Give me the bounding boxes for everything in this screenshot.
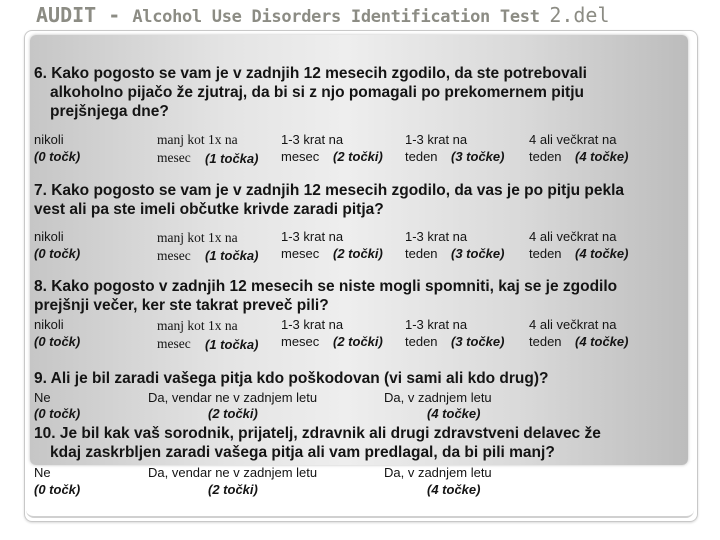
q7-option-1-label: manj kot 1x na — [157, 230, 238, 245]
q7-option-1-points: (1 točka) — [205, 248, 259, 263]
q9-option-1-label: Da, vendar ne v zadnjem letu — [148, 390, 318, 405]
question-8-line-1: 8. Kako pogosto v zadnjih 12 mesecih se niste mogli spomniti, kaj se je zgodilo — [34, 278, 618, 295]
q8-option-2-label-2: mesec — [281, 334, 320, 349]
q8-option-3-points: (3 točke) — [451, 334, 505, 349]
q7-option-0-label: nikoli — [34, 229, 64, 244]
q10-option-1-points: (2 točki) — [208, 482, 258, 497]
q10-option-0-points: (0 točk) — [34, 482, 81, 497]
question-7-line-2: vest ali pa ste imeli občutke krivde zaradi pitja? — [34, 201, 384, 218]
q6-option-2-label-2: mesec — [281, 149, 320, 164]
q6-option-3-label: 1-3 krat na — [405, 132, 468, 147]
q10-option-0-label: Ne — [34, 465, 51, 480]
q7-option-0-points: (0 točk) — [34, 246, 81, 261]
q6-option-4-points: (4 točke) — [575, 149, 629, 164]
question-10-line-1: 10. Je bil kak vaš sorodnik, prijatelj, zdravnik ali drugi zdravstveni delavec že — [34, 425, 601, 442]
title-acronym: AUDIT - — [36, 3, 133, 27]
q6-option-2-points: (2 točki) — [333, 149, 383, 164]
question-6-line-2: alkoholno pijačo že zjutraj, da bi si z njo pomagali po prekomernem pitju — [50, 84, 584, 101]
q6-option-3-points: (3 točke) — [451, 149, 505, 164]
q9-option-2-points: (4 točke) — [427, 406, 481, 421]
q9-option-0-label: Ne — [34, 390, 51, 405]
q8-option-0-points: (0 točk) — [34, 334, 81, 349]
q6-option-1-points: (1 točka) — [205, 151, 259, 166]
q8-option-4-label-2: teden — [529, 334, 562, 349]
q8-option-1-label-2: mesec — [157, 336, 191, 351]
q7-option-3-points: (3 točke) — [451, 246, 505, 261]
q8-option-2-label: 1-3 krat na — [281, 317, 344, 332]
q8-option-2-points: (2 točki) — [333, 334, 383, 349]
q7-option-3-label: 1-3 krat na — [405, 229, 468, 244]
q6-option-4-label-2: teden — [529, 149, 562, 164]
q7-option-4-points: (4 točke) — [575, 246, 629, 261]
q10-option-1-label: Da, vendar ne v zadnjem letu — [148, 465, 318, 480]
q7-option-3-label-2: teden — [405, 246, 438, 261]
question-10-line-2: kdaj zaskrbljen zaradi vašega pitja ali vam predlagal, da bi pili manj? — [50, 444, 555, 461]
q7-option-2-label-2: mesec — [281, 246, 320, 261]
q9-option-1-points: (2 točki) — [208, 406, 258, 421]
q6-option-0-label: nikoli — [34, 132, 64, 147]
question-7-line-1: 7. Kako pogosto se vam je v zadnjih 12 mesecih zgodilo, da vas je po pitju pekla — [34, 182, 625, 199]
question-9-line-1: 9. Ali je bil zaradi vašega pitja kdo poškodovan (vi sami ali kdo drug)? — [34, 370, 549, 387]
slide-frame-shadow — [26, 510, 694, 518]
slide-title — [36, 3, 720, 27]
q7-option-2-label: 1-3 krat na — [281, 229, 344, 244]
q7-option-2-points: (2 točki) — [333, 246, 383, 261]
q7-option-4-label-2: teden — [529, 246, 562, 261]
q10-option-2-label: Da, v zadnjem letu — [384, 465, 492, 480]
q7-option-1-label-2: mesec — [157, 248, 191, 263]
q9-option-0-points: (0 točk) — [34, 406, 81, 421]
q8-option-0-label: nikoli — [34, 317, 64, 332]
q6-option-0-points: (0 točk) — [34, 149, 81, 164]
question-6-line-3: prejšnjega dne? — [50, 103, 169, 120]
q6-option-4-label: 4 ali večkrat na — [529, 132, 617, 147]
q8-option-1-label: manj kot 1x na — [157, 318, 238, 333]
q6-option-1-label: manj kot 1x na — [157, 132, 238, 147]
q6-option-2-label: 1-3 krat na — [281, 132, 344, 147]
q8-option-1-points: (1 točka) — [205, 337, 259, 352]
q10-option-2-points: (4 točke) — [427, 482, 481, 497]
q8-option-3-label-2: teden — [405, 334, 438, 349]
question-6-line-1: 6. Kako pogosto se vam je v zadnjih 12 mesecih zgodilo, da ste potrebovali — [34, 65, 587, 82]
q7-option-4-label: 4 ali večkrat na — [529, 229, 617, 244]
q8-option-4-points: (4 točke) — [575, 334, 629, 349]
q6-option-3-label-2: teden — [405, 149, 438, 164]
q6-option-1-label-2: mesec — [157, 150, 191, 165]
q8-option-4-label: 4 ali večkrat na — [529, 317, 617, 332]
question-8-line-2: prejšnji večer, ker ste takrat preveč pili? — [34, 297, 329, 314]
q9-option-2-label: Da, v zadnjem letu — [384, 390, 492, 405]
title-part: 2.del — [549, 3, 610, 27]
q8-option-3-label: 1-3 krat na — [405, 317, 468, 332]
title-full-name: Alcohol Use Disorders Identification Test — [132, 7, 540, 27]
